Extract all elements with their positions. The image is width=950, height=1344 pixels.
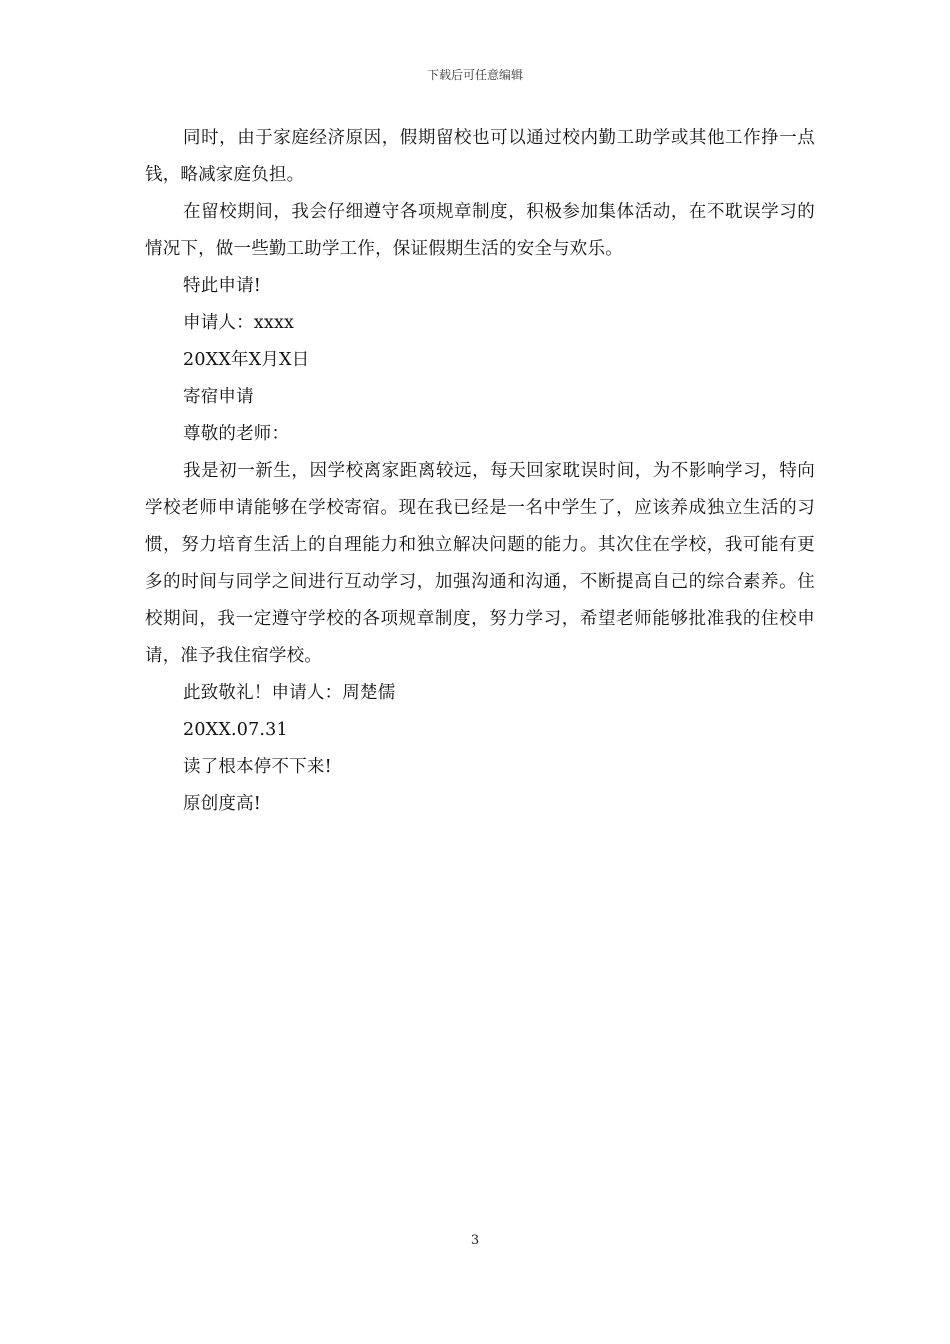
salutation: 尊敬的老师： bbox=[183, 424, 290, 444]
applicant-line: 申请人：xxxx bbox=[183, 313, 295, 333]
page-header: 下载后可任意编辑 bbox=[426, 68, 523, 82]
closing-request: 特此申请! bbox=[183, 276, 262, 296]
closing-signature: 此致敬礼！申请人：周楚儒 bbox=[183, 683, 396, 703]
page-number: 3 bbox=[470, 1233, 480, 1248]
paragraph-economic-reason: 同时，由于家庭经济原因，假期留校也可以通过校内勤工助学或其他工作挣一点钱，略减家庭负担。 bbox=[145, 128, 815, 185]
promo-line-1: 读了根本停不下来! bbox=[183, 757, 332, 777]
signature-date: 20XX.07.31 bbox=[183, 720, 288, 740]
section-title: 寄宿申请 bbox=[183, 387, 254, 407]
paragraph-stay-commitment: 在留校期间，我会仔细遵守各项规章制度，积极参加集体活动，在不耽误学习的情况下，做一些勤工助学工作，保证假期生活的安全与欢乐。 bbox=[145, 202, 815, 259]
promo-line-2: 原创度高! bbox=[183, 794, 262, 814]
document-body bbox=[145, 120, 815, 823]
paragraph-boarding-request: 我是初一新生，因学校离家距离较远，每天回家耽误时间，为不影响学习，特向学校老师申请能够在学校寄宿。现在我已经是一名中学生了，应该养成独立生活的习惯，努力培育生活上的自理能力和独立解决问题的能力。其次住在学校，我可能有更多的时间与同学之间进行互动学习，加强沟通和沟通，不断提高自己的综合素养。住校期间，我一定遵守学校的各项规章制度，努力学习，希望老师能够批准我的住校申请，准予我住宿学校。 bbox=[145, 461, 815, 666]
date-line: 20XX年X月X日 bbox=[183, 350, 310, 370]
